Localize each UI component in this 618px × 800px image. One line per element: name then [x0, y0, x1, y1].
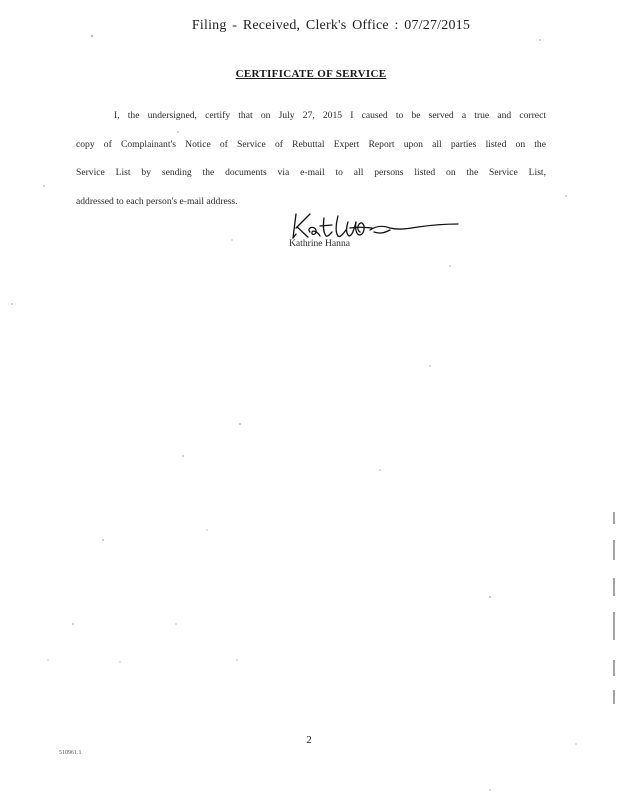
- filing-stamp: Filing - Received, Clerk's Office : 07/27/2015: [191, 18, 471, 33]
- paragraph-line-1-text: I, the undersigned, certify that on July 27, 2015 I caused to be served a true and correct: [114, 110, 546, 121]
- paragraph-line-3-text: Service List by sending the documents via e-mail to all persons listed on the Service List,: [76, 167, 546, 178]
- paragraph-line-4-text: addressed to each person's e-mail address.: [76, 196, 238, 207]
- paragraph-line-4: [76, 196, 546, 207]
- document-title: CERTIFICATE OF SERVICE: [235, 68, 387, 80]
- page-number: 2: [306, 734, 312, 746]
- document-code: 510961.1: [59, 750, 82, 756]
- paragraph-line-2-text: copy of Complainant's Notice of Service of Rebuttal Expert Report upon all parties listed on the: [76, 139, 546, 150]
- signer-name: Kathrine Hanna: [289, 238, 351, 249]
- paragraph-line-3: [76, 167, 546, 178]
- paragraph-line-2: [76, 139, 546, 150]
- paragraph-line-1: [76, 110, 546, 121]
